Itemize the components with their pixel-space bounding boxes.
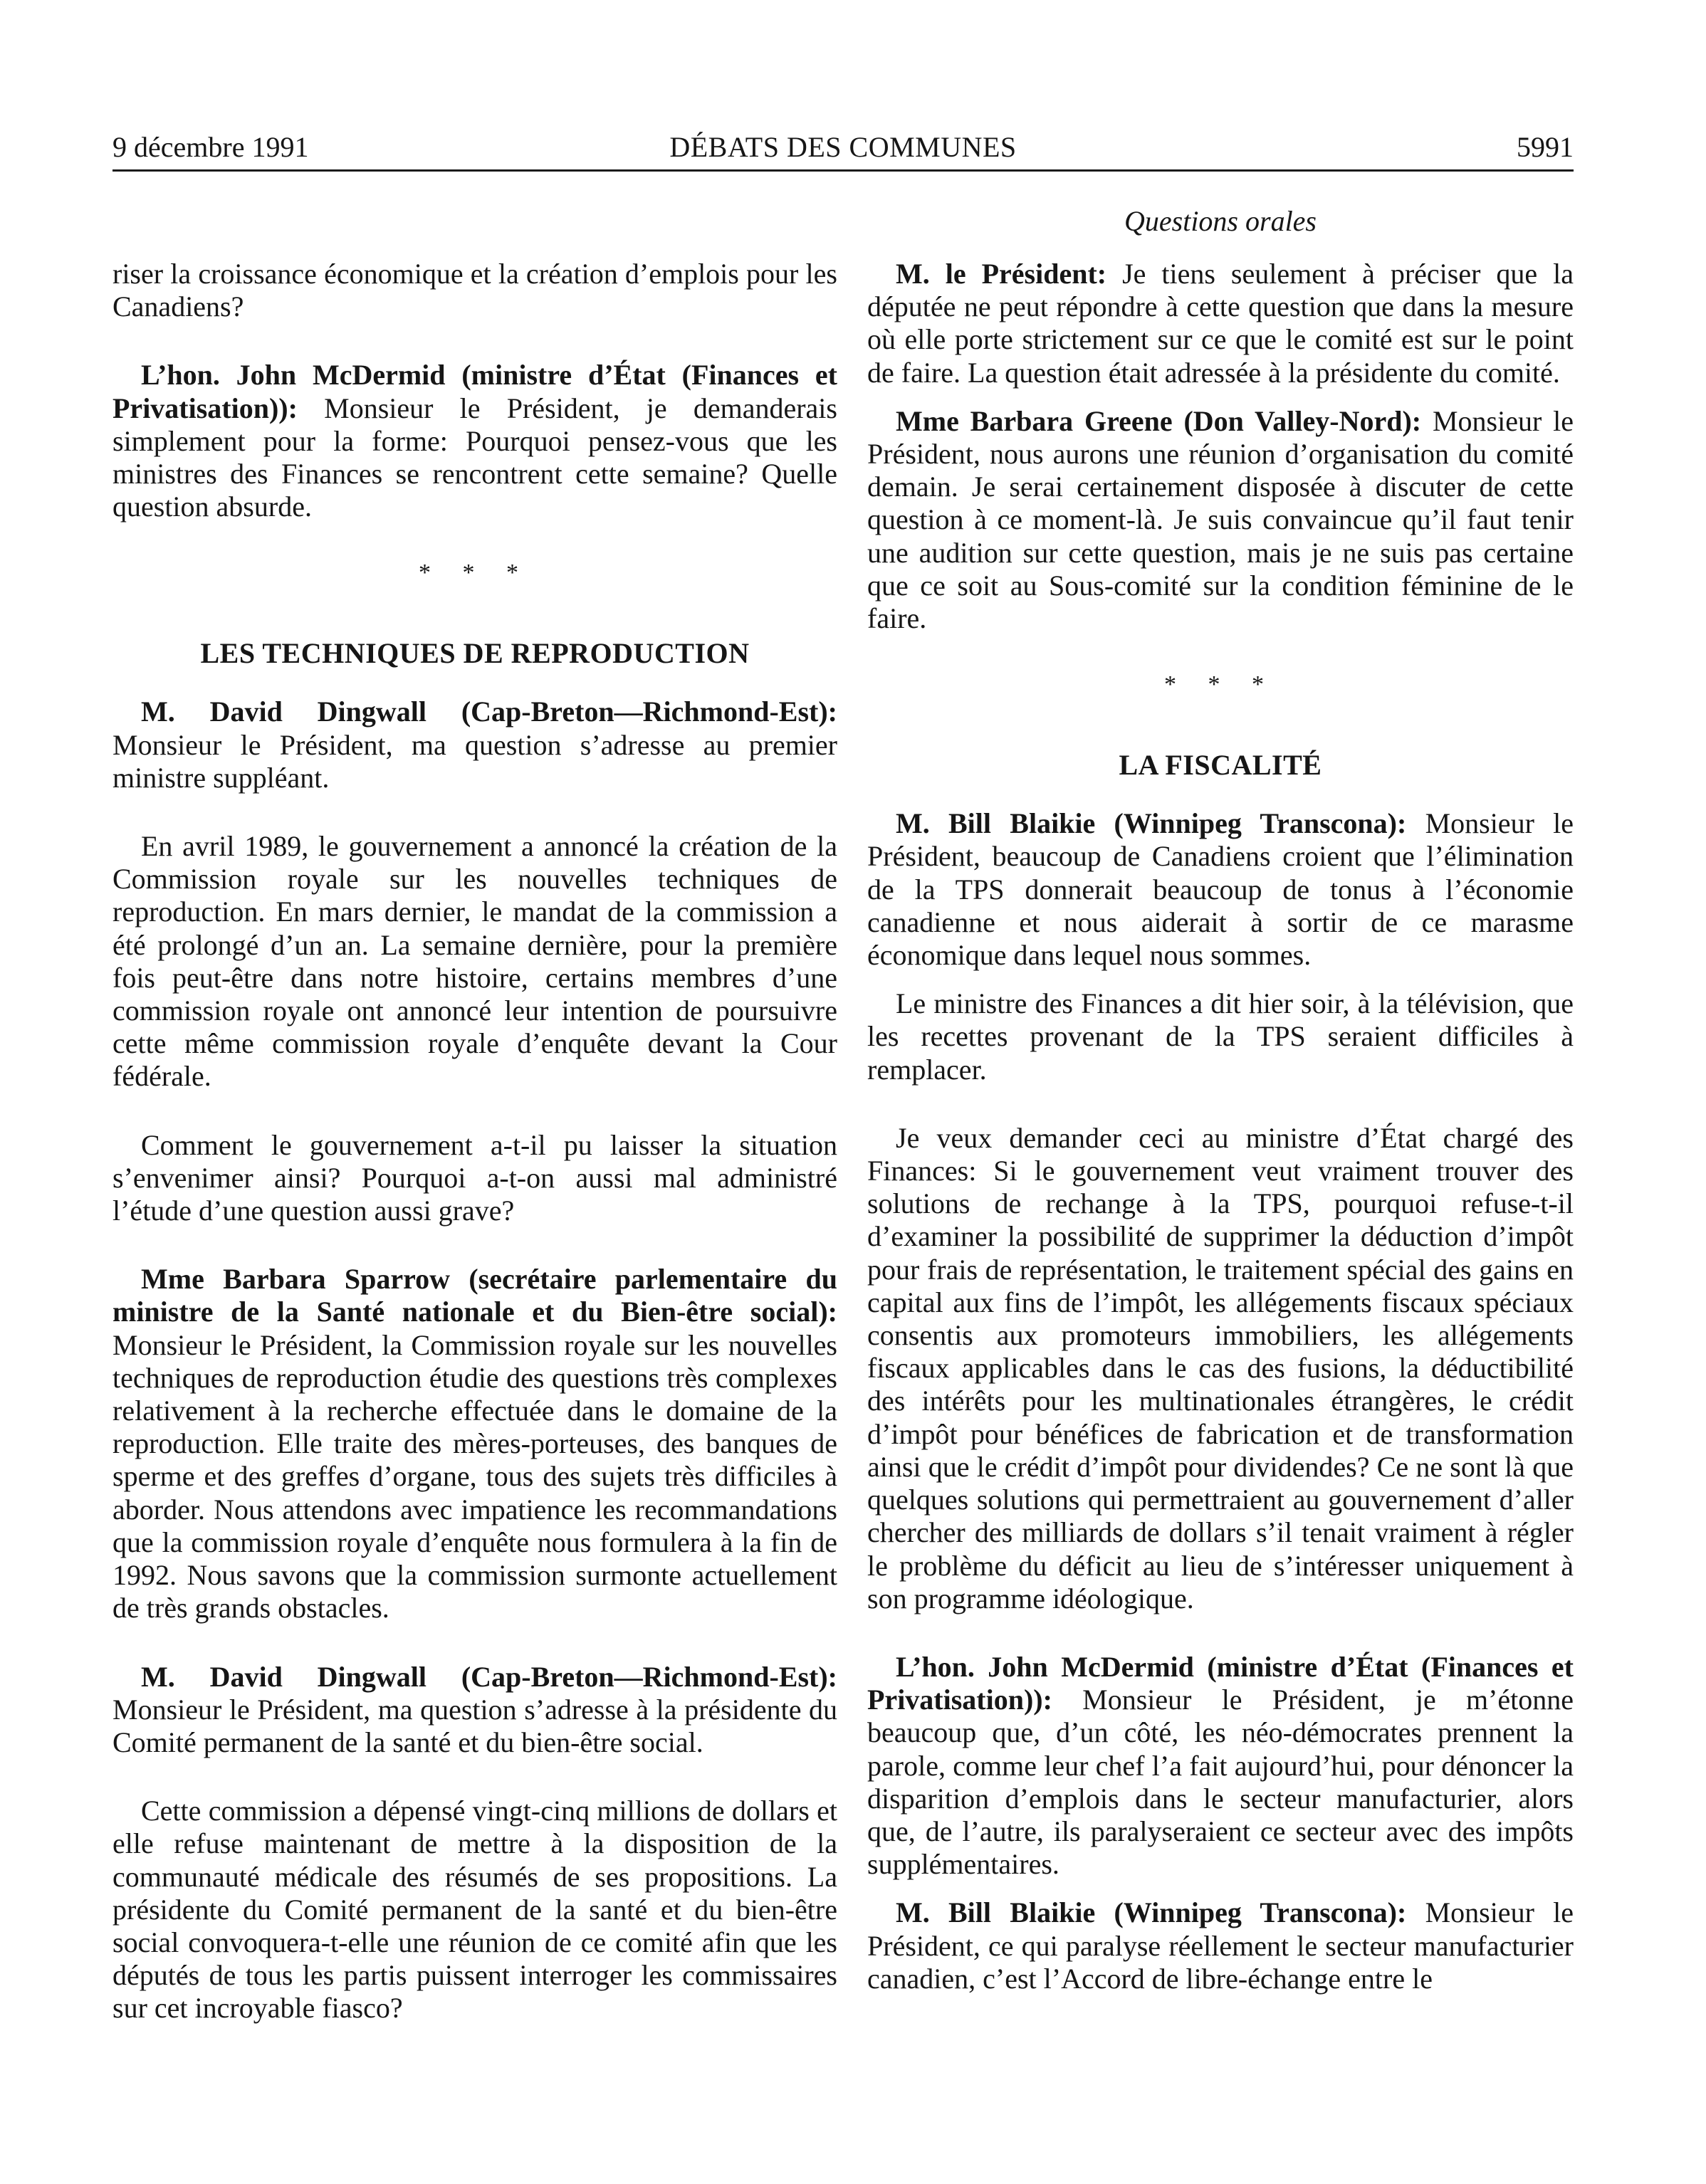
speech-paragraph xyxy=(112,359,837,523)
speech-paragraph xyxy=(867,1651,1574,1881)
speaker-name: Mme Barbara Greene (Don Valley-Nord): xyxy=(896,404,1422,437)
speaker-name: M. Bill Blaikie (Winnipeg Transcona): xyxy=(896,807,1407,840)
speaker-name: M. Bill Blaikie (Winnipeg Transcona): xyxy=(896,1896,1407,1929)
speech-paragraph xyxy=(112,1263,837,1624)
speaker-name: M. David Dingwall (Cap-Breton—Richmond-Est): xyxy=(141,695,837,728)
speech-paragraph xyxy=(112,1661,837,1760)
speaker-name: L’hon. John McDermid (ministre d’État (Finances et Privatisation)): xyxy=(867,1650,1574,1716)
paragraph: riser la croissance économique et la création d’emplois pour les Canadiens? xyxy=(112,258,837,323)
speaker-name: Mme Barbara Sparrow (secrétaire parlementaire du ministre de la Santé nationale et du Bien-être social): xyxy=(112,1263,837,1328)
speech-text: Monsieur le Président, je m’étonne beaucoup que, d’un côté, les néo-démocrates prennent la parole, comme leur chef l’a fait aujourd’hui, pour dénoncer la disparition d’emplois dans le secteur manufacturier, alors que, de l’autre, ils paralyseraient ce secteur avec des impôts supplémentaires. xyxy=(867,1684,1574,1881)
speech-text: Monsieur le Président, beaucoup de Canadiens croient que l’élimination de la TPS donnerait beaucoup de tonus à l’économie canadienne et nous aiderait à sortir de ce marasme économique dans lequel nous sommes. xyxy=(867,807,1574,972)
speech-paragraph xyxy=(867,807,1574,972)
paragraph: En avril 1989, le gouvernement a annoncé la création de la Commission royale sur les nouvelles techniques de reproduction. En mars dernier, le mandat de la commission a été prolongé d’un an. La semaine dernière, pour la première fois peut-être dans notre histoire, certains membres d’une commission royale ont annoncé leur intention de poursuivre cette même commission royale d’enquête devant la Cour fédérale. xyxy=(112,830,837,1093)
speech-text: Monsieur le Président, la Commission royale sur les nouvelles techniques de reproduction étudie des questions très complexes relativement à la recherche effectuée dans le domaine de la reproduction. Elle traite des mères-porteuses, des banques de sperme et des greffes d’organe, tous des sujets très difficiles à aborder. Nous attendons avec impatience les recommandations que la commission royale d’enquête nous formulera à la fin de 1992. Nous savons que la commission surmonte actuellement de très grands obstacles. xyxy=(112,1328,837,1624)
header-date: 9 décembre 1991 xyxy=(112,131,309,163)
left-column xyxy=(112,258,837,2061)
speaker-name: M. David Dingwall (Cap-Breton—Richmond-Est): xyxy=(141,1660,837,1693)
section-separator: * * * xyxy=(419,560,531,587)
speech-paragraph xyxy=(112,695,837,794)
speech-text: Monsieur le Président, ce qui paralyse réellement le secteur manufacturier canadien, c’est l’Accord de libre-échange entre le xyxy=(867,1896,1574,1995)
speech-text: Monsieur le Président, nous aurons une réunion d’organisation du comité demain. Je serai certainement disposée à discuter de cette question à ce moment-là. Je suis convaincue qu’il faut tenir une audition sur cette question, mais je ne suis pas certaine que ce soit au Sous-comité sur la condition féminine de le faire. xyxy=(867,404,1574,635)
speech-text: Monsieur le Président, je demanderais simplement pour la forme: Pourquoi pensez-vous que les ministres des Finances se rencontrent cette semaine? Quelle question absurde. xyxy=(112,392,837,523)
speech-text: Je tiens seulement à préciser que la députée ne peut répondre à cette question que dans la mesure où elle porte strictement sur ce que le comité est sur le point de faire. La question était adressée à la présidente du comité. xyxy=(867,258,1574,389)
section-label: Questions orales xyxy=(1124,205,1317,237)
paragraph: Comment le gouvernement a-t-il pu laisser la situation s’envenimer ainsi? Pourquoi a-t-on aussi mal administré l’étude d’une question aussi grave? xyxy=(112,1128,837,1227)
section-heading: LES TECHNIQUES DE REPRODUCTION xyxy=(200,637,750,670)
speech-paragraph xyxy=(867,405,1574,635)
section-separator: * * * xyxy=(1164,671,1277,698)
paragraph: Cette commission a dépensé vingt-cinq millions de dollars et elle refuse maintenant de mettre à la disposition de la communauté médicale des résumés de ses propositions. La présidente du Comité permanent de la santé et du bien-être social convoquera-t-elle une réunion de ce comité afin que les députés de tous les partis puissent interroger les commissaires sur cet incroyable fiasco? xyxy=(112,1795,837,2025)
speech-paragraph xyxy=(867,1896,1574,1995)
speaker-name: L’hon. John McDermid (ministre d’État (Finances et Privatisation)): xyxy=(112,359,837,424)
speaker-name: M. le Président: xyxy=(896,258,1107,290)
header-page-number: 5991 xyxy=(1517,131,1574,163)
paragraph: Je veux demander ceci au ministre d’État chargé des Finances: Si le gouvernement veut vraiment trouver des solutions de rechange à la TPS, pourquoi refuse-t-il d’examiner la possibilité de supprimer la déduction d’impôt pour frais de représentation, le traitement spécial des gains en capital aux fins de l’impôt, les allégements fiscaux spéciaux consentis aux promoteurs immobiliers, les allégements fiscaux applicables dans le cas des fusions, la déductibilité des intérêts pour les multinationales étrangères, le crédit d’impôt pour bénéfices de fabrication et de transformation ainsi que le crédit d’impôt pour dividendes? Ce ne sont là que quelques solutions qui permettraient au gouvernement d’aller chercher des milliards de dollars s’il tenait vraiment à régler le problème du déficit au lieu de s’intéresser uniquement à son programme idéologique. xyxy=(867,1121,1574,1615)
paragraph: Le ministre des Finances a dit hier soir, à la télévision, que les recettes provenant de la TPS seraient difficiles à remplacer. xyxy=(867,987,1574,1086)
speech-text: Monsieur le Président, ma question s’adresse à la présidente du Comité permanent de la santé et du bien-être social. xyxy=(112,1693,837,1758)
section-heading: LA FISCALITÉ xyxy=(1119,749,1322,782)
speech-paragraph xyxy=(867,258,1574,389)
header-title: DÉBATS DES COMMUNES xyxy=(669,131,1017,163)
right-column xyxy=(867,258,1574,2031)
page-header xyxy=(112,127,1574,172)
speech-text: Monsieur le Président, ma question s’adresse au premier ministre suppléant. xyxy=(112,728,837,794)
